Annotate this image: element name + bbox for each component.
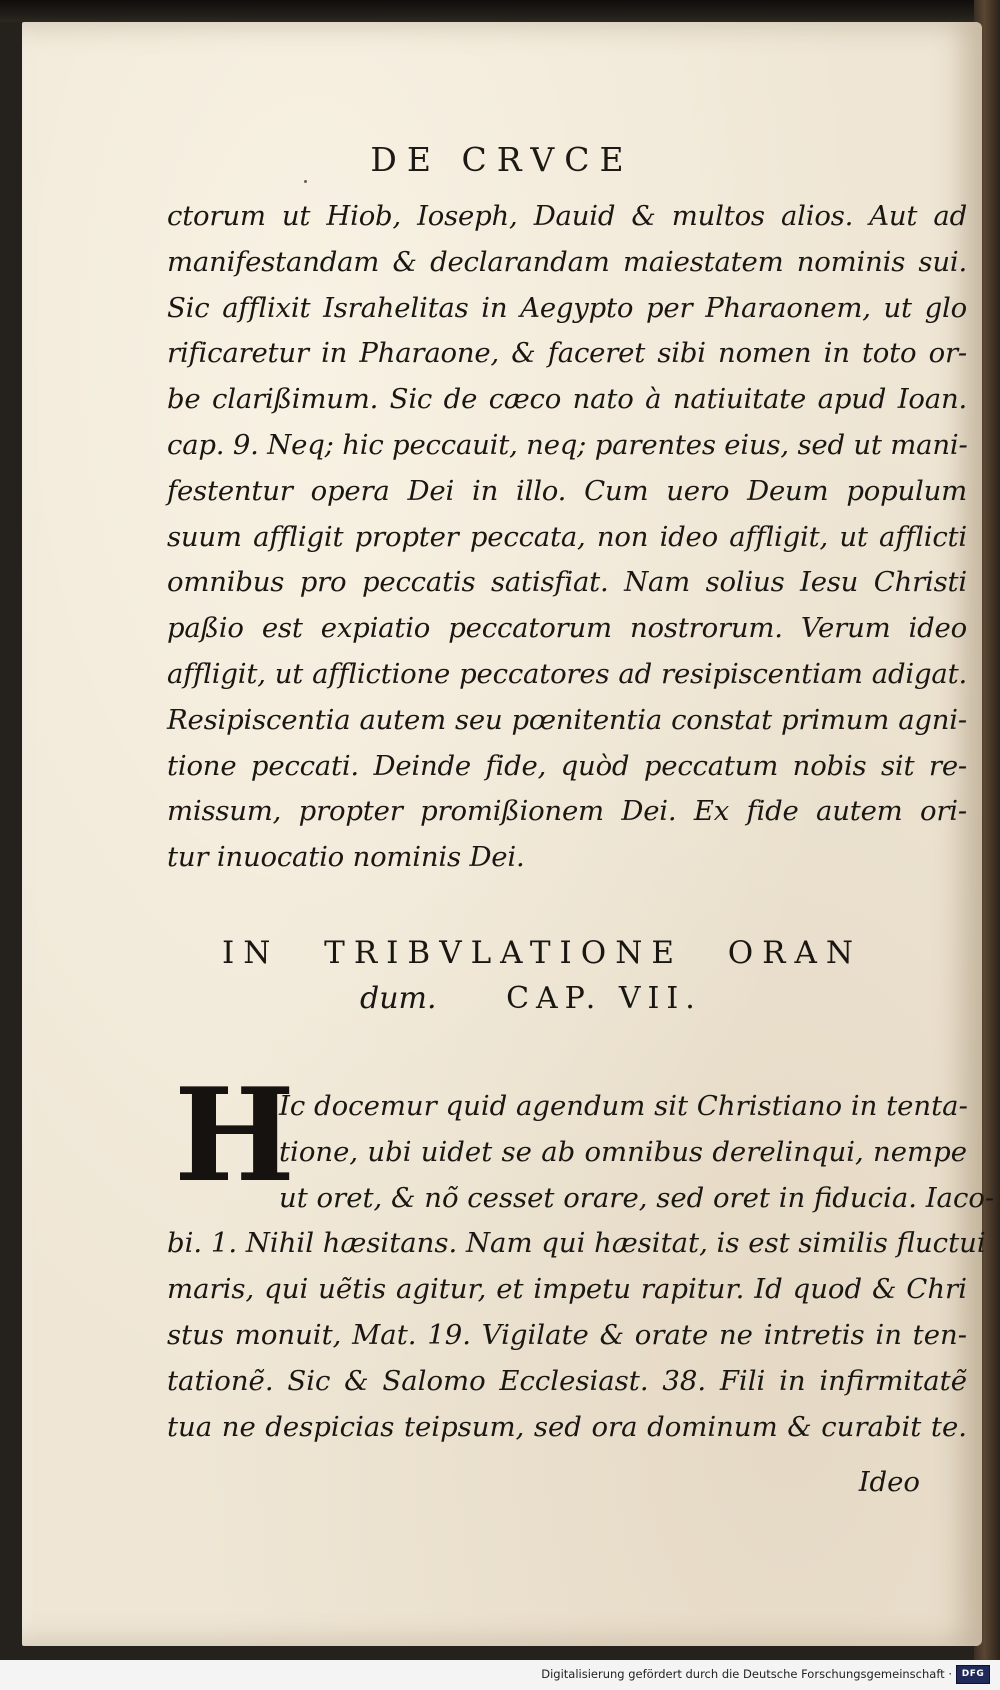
chapter-number-line (360, 976, 882, 1022)
chapter-number: CAP. VII. (506, 981, 702, 1016)
text-line: maris, qui uẽtis agitur, et impetu rapitur. Id quod & Chri (167, 1273, 967, 1306)
text-line: festentur opera Dei in illo. Cum uero Deum populum (167, 474, 967, 507)
page-top-edge (0, 0, 1000, 22)
text-line: Ic docemur quid agendum sit Christiano in tenta- (279, 1090, 968, 1122)
text-line: bi. 1. Nihil hæsitans. Nam qui hæsitat, is est similis fluctui (167, 1227, 986, 1260)
ink-speck (304, 180, 307, 183)
text-line: rificaretur in Pharaone, & faceret sibi nomen in toto or- (167, 337, 967, 370)
catchword: Ideo (858, 1466, 920, 1498)
chapter-title-line: IN TRIBVLATIONE ORAN (222, 935, 862, 971)
drop-cap-initial: H (174, 1061, 295, 1211)
chapter-title-continuation: dum. (360, 981, 437, 1016)
text-line: affligit, ut afflictione peccatores ad resipiscentiam adigat. (167, 657, 967, 690)
footer-credit-text: Digitalisierung gefördert durch die Deutsche Forschungsgemeinschaft · (541, 1667, 952, 1681)
paragraph-2 (167, 1084, 995, 1450)
dfg-logo-icon: DFG (956, 1665, 990, 1684)
text-line: tationẽ. Sic & Salomo Ecclesiast. 38. Fili in infirmitatẽ (167, 1364, 967, 1397)
chapter-heading (182, 930, 882, 1022)
text-line: tur inuocatio nominis Dei. (167, 841, 525, 874)
text-line: ut oret, & nõ cesset orare, sed oret in fiducia. Iaco- (279, 1181, 995, 1214)
text-line: suum affligit propter peccata, non ideo affligit, ut afflicti (167, 520, 967, 553)
book-page (22, 22, 995, 1646)
text-line: Resipiscentia autem seu pœnitentia constat primum agni- (167, 703, 967, 736)
text-line: paßio est expiatio peccatorum nostrorum. Verum ideo (167, 612, 967, 645)
text-line: tione peccati. Deinde fide, quòd peccatum nobis sit re- (167, 749, 967, 782)
text-line: tione, ubi uidet se ab omnibus derelinqui, nempe (279, 1135, 967, 1168)
text-line: be clarißimum. Sic de cæco nato à natiuitate apud Ioan. (167, 383, 967, 416)
text-line: manifestandam & declarandam maiestatem nominis sui. (167, 245, 967, 278)
text-line: cap. 9. Neq; hic peccauit, neq; parentes eius, sed ut mani- (167, 428, 968, 461)
text-line: ctorum ut Hiob, Ioseph, Dauid & multos alios. Aut ad (167, 200, 967, 232)
text-line: Sic afflixit Israhelitas in Aegypto per Pharaonem, ut glo (167, 291, 967, 324)
text-line: omnibus pro peccatis satisfiat. Nam solius Iesu Christi (167, 566, 967, 599)
text-line: missum, propter promißionem Dei. Ex fide autem ori- (167, 795, 967, 828)
paragraph-1 (167, 194, 967, 881)
text-line: tua ne despicias teipsum, sed ora dominum & curabit te. (167, 1410, 967, 1443)
text-line: stus monuit, Mat. 19. Vigilate & orate ne intretis in ten- (167, 1318, 967, 1351)
running-head: DE CRVCE (370, 140, 634, 179)
